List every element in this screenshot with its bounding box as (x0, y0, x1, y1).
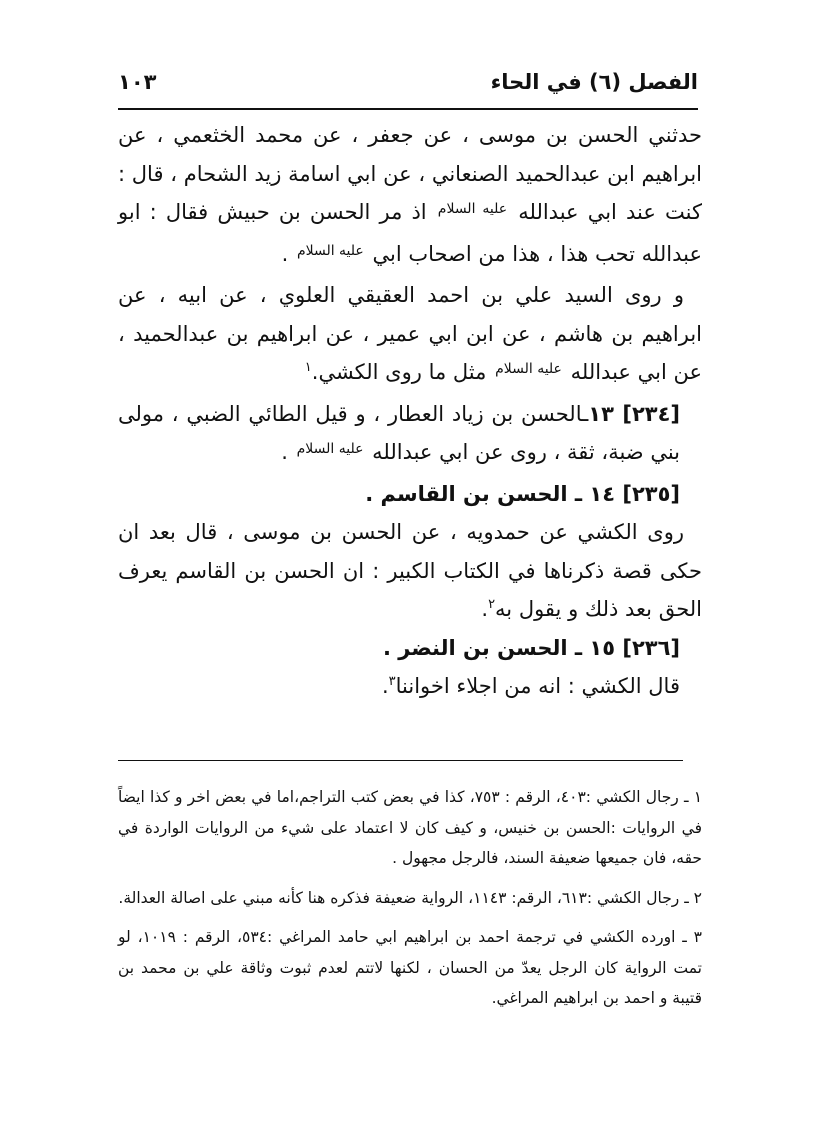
entry-236: [٢٣٦] ١٥ ـ الحسن بن النضر . (382, 635, 680, 660)
page-header (118, 62, 698, 102)
honorific-glyph: عليه السلام (437, 201, 508, 217)
footnote-3: ٣ ـ اورده الكشي في ترجمة احمد بن ابراهيم ابي حامد المراغي :٥٣٤، الرقم : ١٠١٩، لو تمت الرواية كان الرجل يعدّ من الحسان ، لكنها لاتتم لعدم ثبوت وثاقة علي بن محمد بن قتيبة و احمد بن ابراهيم المراغي. (118, 928, 702, 1007)
entry-235: [٢٣٥] ١٤ ـ الحسن بن القاسم . (365, 481, 680, 506)
main-text (118, 116, 702, 706)
honorific-glyph: عليه السلام (296, 242, 364, 259)
paragraph-4: قال الكشي : انه من اجلاء اخواننا$^٣$. (381, 674, 680, 698)
paragraph-3: روى الكشي عن حمدويه ، عن الحسن بن موسى ، قال بعد ان حكى قصة ذكرناها في الكتاب الكبير : ان الحسن بن القاسم يعرف الحق بعد ذلك و يقول به$^٢$. (118, 520, 702, 621)
footnote-1: ١ ـ رجال الكشي :٤٠٣، الرقم : ٧٥٣، كذا في بعض كتب التراجم،اما في بعض اخر و كذا ايضاً في الروايات :الحسن بن خنيس، و كيف كان لا اعتماد على شيء من الروايات الواردة في حقه، فان جميعها ضعيفة السند، فالرجل مجهول . (118, 788, 703, 867)
footnotes (118, 782, 702, 1023)
honorific-glyph: عليه السلام (495, 361, 562, 377)
footnote-ref-2[interactable]: ٢ (488, 597, 496, 612)
entry-234: [٢٣٤] ١٣ـالحسن بن زياد العطار ، و قيل الطائي الضبي ، مولى بني ضبة، ثقة ، روى عن ابي عبدالله $^{عليه السلام}$ . (118, 401, 680, 464)
footnote-ref-1[interactable]: ١ (304, 360, 312, 375)
header-rule (118, 108, 698, 110)
footnote-separator (118, 760, 683, 761)
footnote-2: ٢ ـ رجال الكشي :٦١٣، الرقم: ١١٤٣، الرواية ضعيفة فذكره هنا كأنه مبني على اصالة العدالة. (118, 888, 702, 907)
paragraph-1: حدثني الحسن بن موسى ، عن جعفر ، عن محمد الخثعمي ، عن ابراهيم ابن عبدالحميد الصنعاني ، عن ابي اسامة زيد الشحام ، قال : كنت عند ابي عبدالله $^{عليه السلام}$ اذ مر الحسن بن حبيش فقال : ابو عبدالله تحب هذا ، هذا من اصحاب ابي $^{عليه السلام}$ . (118, 123, 702, 266)
chapter-title: الفصل (٦) في الحاء (490, 70, 698, 94)
footnote-ref-3[interactable]: ٣ (388, 674, 396, 689)
honorific-glyph: عليه السلام (296, 441, 364, 457)
page-number: ١٠٣ (118, 70, 157, 94)
paragraph-2: و روى السيد علي بن احمد العقيقي العلوي ، عن ابيه ، عن ابراهيم بن هاشم ، عن ابن ابي عمير ، عن ابراهيم بن عبدالحميد ، عن ابي عبدالله $^{عليه السلام}$ مثل ما روى الكشي.$^١$ (118, 283, 702, 384)
